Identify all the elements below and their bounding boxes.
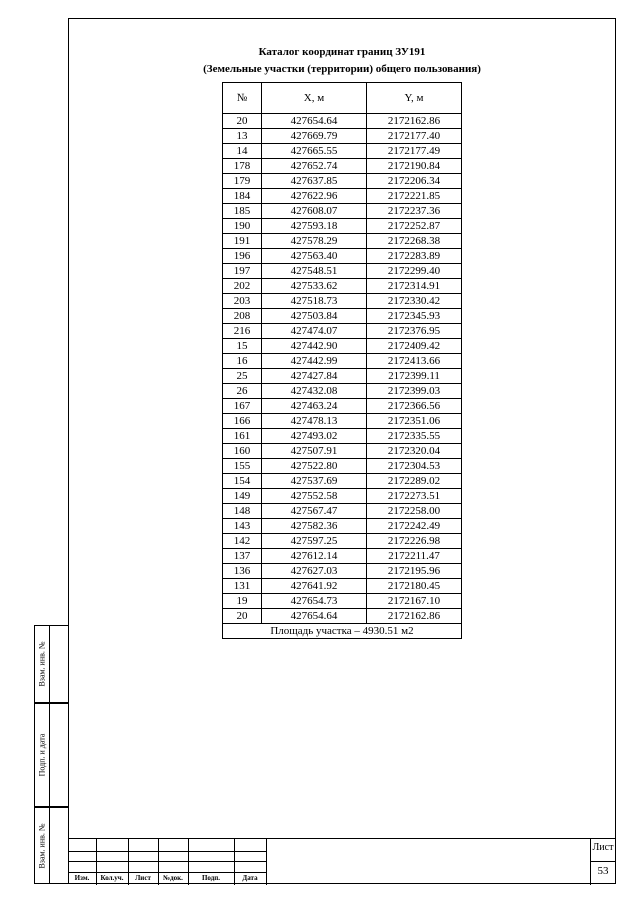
table-row (223, 519, 462, 534)
point-number: 13 (223, 129, 262, 144)
stamp-col-podp: Подп. (201, 874, 221, 882)
table-row (223, 504, 462, 519)
x-coordinate: 427608.07 (262, 204, 367, 219)
point-number: 197 (223, 264, 262, 279)
point-number: 154 (223, 474, 262, 489)
y-coordinate: 2172351.06 (367, 414, 462, 429)
page-subtitle: (Земельные участки (территории) общего пользования) (203, 63, 481, 75)
y-coordinate: 2172237.36 (367, 204, 462, 219)
x-coordinate: 427493.02 (262, 429, 367, 444)
y-coordinate: 2172320.04 (367, 444, 462, 459)
table-row (223, 264, 462, 279)
y-coordinate: 2172273.51 (367, 489, 462, 504)
side-stamp-podp-data (34, 703, 68, 807)
x-coordinate: 427593.18 (262, 219, 367, 234)
y-coordinate: 2172167.10 (367, 594, 462, 609)
point-number: 14 (223, 144, 262, 159)
point-number: 196 (223, 249, 262, 264)
table-row (223, 399, 462, 414)
point-number: 136 (223, 564, 262, 579)
point-number: 178 (223, 159, 262, 174)
point-number: 20 (223, 114, 262, 129)
x-coordinate: 427582.36 (262, 519, 367, 534)
coordinates-table (222, 82, 462, 639)
header-number: № (223, 83, 262, 114)
table-row (223, 114, 462, 129)
side-stamp-inv-zam (34, 625, 68, 703)
point-number: 155 (223, 459, 262, 474)
table-row (223, 534, 462, 549)
y-coordinate: 2172304.53 (367, 459, 462, 474)
y-coordinate: 2172268.38 (367, 234, 462, 249)
x-coordinate: 427563.40 (262, 249, 367, 264)
y-coordinate: 2172195.96 (367, 564, 462, 579)
y-coordinate: 2172252.87 (367, 219, 462, 234)
area-value: Площадь участка – 4930.51 м2 (223, 624, 462, 639)
table-row (223, 444, 462, 459)
table-row (223, 429, 462, 444)
x-coordinate: 427518.73 (262, 294, 367, 309)
sheet-number: 53 (597, 865, 609, 877)
x-coordinate: 427637.85 (262, 174, 367, 189)
x-coordinate: 427432.08 (262, 384, 367, 399)
y-coordinate: 2172162.86 (367, 609, 462, 624)
point-number: 148 (223, 504, 262, 519)
stamp-col-ndok: №док. (163, 874, 183, 882)
point-number: 208 (223, 309, 262, 324)
y-coordinate: 2172283.89 (367, 249, 462, 264)
y-coordinate: 2172409.42 (367, 339, 462, 354)
y-coordinate: 2172345.93 (367, 309, 462, 324)
stamp-col-izm: Изм. (74, 874, 90, 882)
y-coordinate: 2172335.55 (367, 429, 462, 444)
point-number: 184 (223, 189, 262, 204)
header-x: X, м (262, 83, 367, 114)
point-number: 131 (223, 579, 262, 594)
area-row (223, 624, 462, 639)
table-row (223, 594, 462, 609)
stamp-col-data: Дата (242, 874, 258, 882)
table-row (223, 204, 462, 219)
y-coordinate: 2172211.47 (367, 549, 462, 564)
x-coordinate: 427552.58 (262, 489, 367, 504)
y-coordinate: 2172299.40 (367, 264, 462, 279)
table-row (223, 219, 462, 234)
table-row (223, 609, 462, 624)
table-row (223, 189, 462, 204)
x-coordinate: 427474.07 (262, 324, 367, 339)
y-coordinate: 2172242.49 (367, 519, 462, 534)
table-row (223, 579, 462, 594)
x-coordinate: 427507.91 (262, 444, 367, 459)
y-coordinate: 2172206.34 (367, 174, 462, 189)
y-coordinate: 2172180.45 (367, 579, 462, 594)
point-number: 16 (223, 354, 262, 369)
table-row (223, 564, 462, 579)
table-row (223, 249, 462, 264)
page-title: Каталог координат границ ЗУ191 (258, 46, 426, 58)
x-coordinate: 427442.90 (262, 339, 367, 354)
side-stamp-inv-podl (34, 807, 68, 884)
x-coordinate: 427612.14 (262, 549, 367, 564)
table-row (223, 144, 462, 159)
x-coordinate: 427463.24 (262, 399, 367, 414)
y-coordinate: 2172162.86 (367, 114, 462, 129)
x-coordinate: 427578.29 (262, 234, 367, 249)
x-coordinate: 427597.25 (262, 534, 367, 549)
point-number: 19 (223, 594, 262, 609)
y-coordinate: 2172221.85 (367, 189, 462, 204)
y-coordinate: 2172330.42 (367, 294, 462, 309)
stamp-col-list: Лист (135, 874, 151, 882)
x-coordinate: 427669.79 (262, 129, 367, 144)
x-coordinate: 427567.47 (262, 504, 367, 519)
table-row (223, 384, 462, 399)
x-coordinate: 427654.73 (262, 594, 367, 609)
header-y: Y, м (367, 83, 462, 114)
x-coordinate: 427654.64 (262, 114, 367, 129)
x-coordinate: 427627.03 (262, 564, 367, 579)
y-coordinate: 2172399.11 (367, 369, 462, 384)
point-number: 202 (223, 279, 262, 294)
table-row (223, 174, 462, 189)
y-coordinate: 2172226.98 (367, 534, 462, 549)
table-row (223, 129, 462, 144)
point-number: 25 (223, 369, 262, 384)
x-coordinate: 427622.96 (262, 189, 367, 204)
title-block (68, 838, 616, 884)
point-number: 160 (223, 444, 262, 459)
side-label: Подп. и дата (37, 733, 47, 777)
point-number: 166 (223, 414, 262, 429)
point-number: 216 (223, 324, 262, 339)
x-coordinate: 427665.55 (262, 144, 367, 159)
x-coordinate: 427522.80 (262, 459, 367, 474)
point-number: 15 (223, 339, 262, 354)
point-number: 167 (223, 399, 262, 414)
table-row (223, 489, 462, 504)
point-number: 149 (223, 489, 262, 504)
sheet-label: Лист (592, 842, 614, 853)
y-coordinate: 2172190.84 (367, 159, 462, 174)
x-coordinate: 427478.13 (262, 414, 367, 429)
point-number: 137 (223, 549, 262, 564)
x-coordinate: 427652.74 (262, 159, 367, 174)
table-row (223, 339, 462, 354)
y-coordinate: 2172366.56 (367, 399, 462, 414)
y-coordinate: 2172399.03 (367, 384, 462, 399)
stamp-col-kol-uch: Кол.уч. (100, 874, 124, 882)
x-coordinate: 427654.64 (262, 609, 367, 624)
table-row (223, 414, 462, 429)
x-coordinate: 427537.69 (262, 474, 367, 489)
x-coordinate: 427503.84 (262, 309, 367, 324)
table-row (223, 354, 462, 369)
y-coordinate: 2172413.66 (367, 354, 462, 369)
x-coordinate: 427548.51 (262, 264, 367, 279)
x-coordinate: 427427.84 (262, 369, 367, 384)
point-number: 185 (223, 204, 262, 219)
point-number: 26 (223, 384, 262, 399)
table-row (223, 549, 462, 564)
table-header-row (223, 83, 462, 114)
point-number: 20 (223, 609, 262, 624)
point-number: 191 (223, 234, 262, 249)
table-row (223, 474, 462, 489)
table-row (223, 309, 462, 324)
y-coordinate: 2172258.00 (367, 504, 462, 519)
point-number: 143 (223, 519, 262, 534)
y-coordinate: 2172314.91 (367, 279, 462, 294)
table-row (223, 459, 462, 474)
y-coordinate: 2172376.95 (367, 324, 462, 339)
table-row (223, 279, 462, 294)
point-number: 190 (223, 219, 262, 234)
table-row (223, 294, 462, 309)
point-number: 179 (223, 174, 262, 189)
y-coordinate: 2172177.49 (367, 144, 462, 159)
point-number: 161 (223, 429, 262, 444)
y-coordinate: 2172177.40 (367, 129, 462, 144)
x-coordinate: 427533.62 (262, 279, 367, 294)
x-coordinate: 427442.99 (262, 354, 367, 369)
side-label: Взам. инв. № (37, 641, 47, 687)
table-row (223, 234, 462, 249)
side-label: Взам. инв. № (37, 822, 47, 869)
point-number: 142 (223, 534, 262, 549)
y-coordinate: 2172289.02 (367, 474, 462, 489)
table-row (223, 324, 462, 339)
table-row (223, 159, 462, 174)
x-coordinate: 427641.92 (262, 579, 367, 594)
point-number: 203 (223, 294, 262, 309)
table-row (223, 369, 462, 384)
